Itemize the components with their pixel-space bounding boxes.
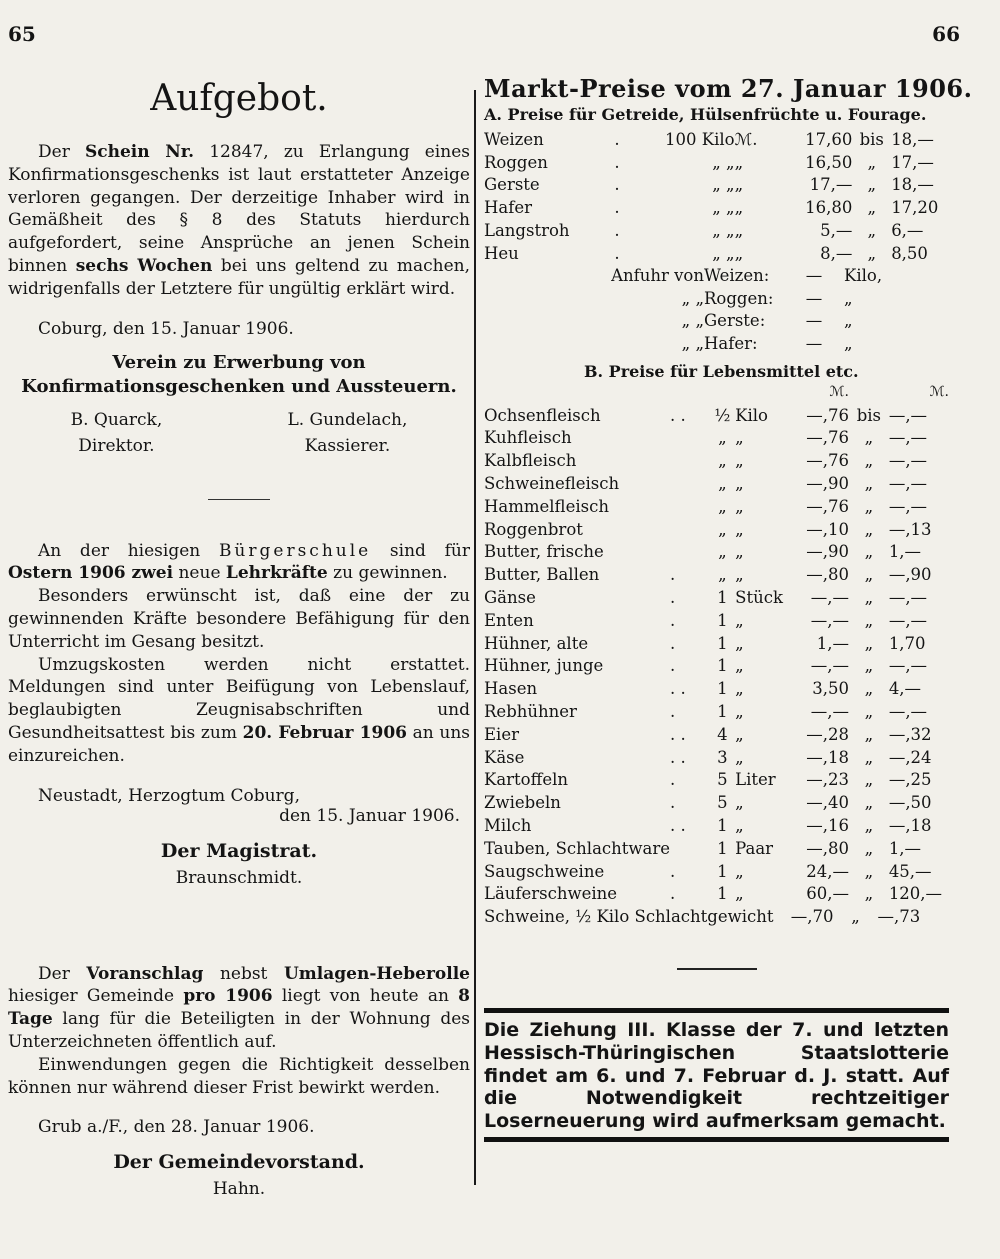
grain-type: Roggen: — [704, 288, 774, 308]
lottery-notice-box — [484, 1008, 949, 1142]
leader-dots: . . — [670, 724, 686, 744]
price-high: —,50 — [888, 793, 932, 813]
unit: Liter — [735, 770, 776, 790]
price-high: —,13 — [888, 519, 932, 539]
currency-mark: ℳ. — [829, 384, 849, 401]
item-name: Kuhfleisch — [484, 428, 572, 448]
price-separator: „ — [864, 747, 874, 767]
price-low: —,18 — [806, 747, 849, 767]
table-row — [484, 495, 949, 518]
price-separator: „ — [864, 610, 874, 630]
price-separator: „ — [864, 884, 874, 904]
item-name: Butter, Ballen — [484, 565, 600, 585]
quantity: 1 — [717, 679, 728, 699]
signature-cashier: L. Gundelach, Kassierer. — [287, 409, 408, 456]
unit: „ — [735, 793, 744, 813]
quantity: 1 — [717, 656, 728, 676]
price-low: —,— — [810, 610, 849, 630]
item-name: Saugschweine — [484, 861, 605, 881]
price-low: —,— — [810, 656, 849, 676]
price-low: 16,50 — [805, 152, 853, 172]
unit: „ — [735, 519, 744, 539]
leader-dots: . — [670, 656, 676, 676]
section-divider — [677, 968, 757, 970]
price-low: —,80 — [806, 565, 849, 585]
quantity: „ „ — [712, 175, 735, 195]
table-row — [484, 427, 949, 450]
leader-dots — [670, 518, 710, 541]
currency-mark: ℳ. — [929, 384, 949, 401]
price-separator: „ — [864, 496, 874, 516]
price-separator: „ — [864, 451, 874, 471]
price-separator: „ — [864, 519, 874, 539]
delivery-amount: — — [805, 334, 823, 354]
voranschlag-date: Grub a./F., den 28. Januar 1906. — [38, 1117, 315, 1138]
delivery-list — [484, 265, 949, 356]
price-low: —,76 — [806, 428, 849, 448]
quantity: „ „ — [712, 152, 735, 172]
price-separator: bis — [856, 405, 882, 425]
page-number-right: 66 — [932, 22, 960, 46]
quantity: 100 Kilo — [665, 129, 735, 149]
price-low: —,28 — [806, 724, 849, 744]
unit: „ — [735, 542, 744, 562]
price-low: —,76 — [806, 405, 849, 425]
voranschlag-organization: Der Gemeindevorstand. — [113, 1151, 365, 1174]
price-high: —,25 — [888, 770, 932, 790]
price-high: —,— — [888, 610, 928, 630]
quantity: „ — [718, 542, 727, 562]
item-name: Käse — [484, 747, 525, 767]
leader-dots: . — [670, 770, 676, 790]
quantity: 1 — [717, 816, 728, 835]
voranschlag-signature: Hahn. — [212, 1179, 266, 1200]
unit: „ — [735, 474, 744, 494]
leader-dots: . — [614, 129, 620, 149]
price-high: 8,50 — [891, 243, 928, 263]
table-row — [484, 242, 949, 265]
table-row — [484, 128, 949, 151]
delivery-unit: „ — [844, 288, 853, 308]
price-low: 17,60 — [805, 129, 853, 149]
aufgebot-title: Aufgebot. — [150, 78, 328, 119]
table-row — [484, 219, 949, 242]
leader-dots: . — [670, 565, 676, 585]
table-row — [484, 632, 949, 655]
table-row — [484, 905, 940, 928]
price-high: 4,— — [888, 679, 922, 699]
item-name: Enten — [484, 610, 534, 630]
price-high: —,73 — [877, 907, 921, 927]
leader-dots: . — [670, 610, 676, 630]
delivery-label: Anfuhr von — [611, 265, 704, 285]
quantity: 1 — [717, 610, 728, 630]
price-high: 17,— — [891, 152, 934, 172]
delivery-row — [484, 288, 949, 311]
item-name: Gänse — [484, 588, 536, 608]
unit: „ — [735, 610, 744, 630]
table-row — [484, 769, 949, 792]
section-divider — [208, 499, 270, 500]
price-low: 1,— — [816, 633, 849, 653]
quantity: „ „ — [712, 198, 735, 218]
unit: „ — [735, 496, 744, 516]
leader-dots: . . — [670, 405, 686, 425]
lehrkraefte-text-3: Umzugskosten werden nicht erstattet. Meldungen sind unter Beifügung von Lebenslauf, beglaubigten Zeugnisabschriften und Gesundheitsattest bis zum 20. Februar 1906 an uns einzureichen. — [8, 654, 471, 766]
price-separator: „ — [867, 152, 877, 172]
lehrkraefte-text-2: Besonders erwünscht ist, daß eine der zu gewinnenden Kräfte besondere Befähigung für den Unterricht im Gesang besitzt. — [8, 586, 470, 652]
price-separator: „ — [851, 907, 860, 927]
delivery-row — [484, 265, 949, 288]
delivery-unit: Kilo, — [844, 265, 883, 285]
right-column — [484, 70, 973, 1142]
item-name: Milch — [484, 816, 532, 835]
leader-dots — [670, 427, 710, 450]
item-name: Kalbfleisch — [484, 451, 577, 471]
price-separator: „ — [864, 656, 874, 676]
table-row — [484, 609, 949, 632]
unit: „ — [735, 724, 744, 744]
quantity: 3 — [717, 747, 728, 767]
price-high: —,32 — [888, 724, 932, 744]
item-name: Ochsenfleisch — [484, 405, 601, 425]
item-name: Hafer — [484, 198, 532, 218]
last-price-row-table — [484, 905, 940, 928]
price-low: —,10 — [806, 519, 849, 539]
price-high: 17,20 — [891, 198, 939, 218]
price-low: 16,80 — [805, 198, 853, 218]
item-name: Eier — [484, 724, 519, 744]
price-low: —,— — [810, 702, 849, 722]
unit: Paar — [735, 838, 774, 858]
price-high: —,18 — [888, 816, 932, 835]
table-row — [484, 746, 949, 769]
delivery-amount: — — [805, 311, 823, 331]
leader-dots: . — [670, 633, 676, 653]
leader-dots: . . — [670, 816, 686, 835]
quantity: ½ — [714, 405, 731, 425]
price-separator: „ — [867, 175, 877, 195]
price-low: —,90 — [806, 542, 849, 562]
currency: „ — [734, 221, 744, 241]
price-high: 120,— — [888, 884, 943, 904]
price-high: —,— — [888, 656, 928, 676]
delivery-unit: „ — [844, 311, 853, 331]
unit: Stück — [735, 588, 783, 608]
price-high: —,90 — [888, 565, 932, 585]
grain-type: Gerste: — [704, 311, 766, 331]
table-row — [484, 404, 949, 427]
food-price-table — [484, 381, 949, 905]
item-name: Zwiebeln — [484, 793, 561, 813]
quantity: „ — [718, 565, 727, 585]
quantity: 1 — [717, 702, 728, 722]
price-separator: „ — [864, 702, 874, 722]
table-row — [484, 449, 949, 472]
table-row — [484, 196, 949, 219]
leader-dots — [670, 837, 710, 860]
table-row — [484, 791, 949, 814]
quantity: „ — [718, 474, 727, 494]
price-high: 1,— — [888, 838, 922, 858]
unit: „ — [735, 861, 744, 881]
item-name: Heu — [484, 243, 519, 263]
aufgebot-signatures — [8, 407, 470, 459]
delivery-unit: „ — [844, 334, 853, 354]
price-separator: bis — [859, 129, 884, 149]
delivery-row — [484, 333, 949, 356]
leader-dots: . — [670, 861, 676, 881]
price-high: 1,70 — [888, 633, 926, 653]
currency: „ — [734, 175, 744, 195]
item-name: Schweine, ½ Kilo Schlachtgewicht — [484, 907, 774, 927]
item-name: Läuferschweine — [484, 884, 618, 904]
currency: „ — [734, 198, 744, 218]
leader-dots: . — [670, 588, 676, 608]
price-separator: „ — [864, 542, 874, 562]
quantity: „ — [718, 519, 727, 539]
table-row — [484, 541, 949, 564]
price-separator: „ — [864, 770, 874, 790]
price-low: —,— — [810, 588, 849, 608]
table-row — [484, 837, 949, 860]
delivery-label: „ „ — [681, 334, 704, 354]
lehrkraefte-organization: Der Magistrat. — [160, 839, 318, 862]
page-number-left: 65 — [8, 22, 36, 46]
lottery-notice: Die Ziehung III. Klasse der 7. und letzten Hessisch-Thüringischen Staatslotterie findet am 6. und 7. Februar d. J. statt. Auf die Notwendigkeit rechtzeitiger Loserneuerung wird aufmerksam gemacht. — [484, 1019, 949, 1133]
quantity: „ — [718, 451, 727, 471]
table-row — [484, 563, 949, 586]
price-high: 18,— — [891, 129, 934, 149]
lehrkraefte-text-1: An der hiesigen Bürgerschule sind für Ostern 1906 zwei neue Lehrkräfte zu gewinnen. — [8, 540, 470, 584]
price-low: —,76 — [806, 496, 849, 516]
quantity: 1 — [717, 588, 728, 608]
unit: „ — [735, 565, 744, 585]
price-high: 45,— — [888, 861, 932, 881]
table-row — [484, 151, 949, 174]
aufgebot-text: Der Schein Nr. 12847, zu Erlangung eines Konfirmationsgeschenks ist laut erstatteter Anzeige verloren gegangen. Der derzeitige Inhaber wird in Gemäßheit des § 8 des Statuts hierdurch aufgefordert, seine Ansprüche an jenen Schein binnen sechs Wochen bei uns geltend zu machen, widrigenfalls der Letztere für ungültig erklärt wird. — [8, 142, 470, 299]
table-row — [484, 860, 949, 883]
column-divider — [474, 90, 476, 1185]
delivery-label: „ „ — [681, 288, 704, 308]
price-separator: „ — [864, 816, 874, 835]
price-low: —,70 — [790, 907, 834, 927]
delivery-row — [484, 310, 949, 333]
voranschlag-text-1: Der Voranschlag nebst Umlagen-Heberolle hiesiger Gemeinde pro 1906 liegt von heute an 8 Tage lang für die Beteiligten in der Wohnung des Unterzeichneten öffentlich auf. — [8, 963, 471, 1052]
price-high: —,— — [888, 588, 928, 608]
price-low: 3,50 — [812, 679, 849, 699]
item-name: Kartoffeln — [484, 770, 569, 790]
table-row — [484, 723, 949, 746]
price-separator: „ — [867, 243, 877, 263]
currency: „ — [734, 152, 744, 172]
currency: „ — [734, 243, 744, 263]
unit: „ — [735, 428, 744, 448]
leader-dots — [670, 495, 710, 518]
quantity: 1 — [717, 861, 728, 881]
unit: „ — [735, 451, 744, 471]
item-name: Butter, frische — [484, 542, 604, 562]
price-separator: „ — [864, 428, 874, 448]
quantity: „ „ — [712, 243, 735, 263]
price-high: —,— — [888, 428, 928, 448]
price-low: 8,— — [820, 243, 853, 263]
leader-dots: . . — [670, 747, 686, 767]
price-separator: „ — [864, 679, 874, 699]
section-divider — [208, 932, 270, 933]
price-separator: „ — [864, 838, 874, 858]
table-row — [484, 472, 949, 495]
delivery-label: „ „ — [681, 311, 704, 331]
quantity: 5 — [717, 770, 728, 790]
quantity: 5 — [717, 793, 728, 813]
unit: „ — [735, 656, 744, 676]
section-b-heading: B. Preise für Lebensmittel etc. — [584, 361, 859, 381]
leader-dots: . — [614, 175, 620, 195]
table-row — [484, 655, 949, 678]
leader-dots — [670, 472, 710, 495]
quantity: „ „ — [712, 221, 735, 241]
table-row — [484, 518, 949, 541]
price-separator: „ — [864, 633, 874, 653]
item-name: Hammelfleisch — [484, 496, 609, 516]
delivery-amount: — — [805, 265, 823, 285]
quantity: 1 — [717, 884, 728, 904]
grain-type: Hafer: — [704, 334, 758, 354]
price-separator: „ — [864, 724, 874, 744]
table-row — [484, 883, 949, 906]
market-prices-title: Markt-Preise vom 27. Januar 1906. — [484, 74, 973, 103]
price-separator: „ — [864, 588, 874, 608]
item-name: Gerste — [484, 175, 540, 195]
price-low: —,80 — [806, 838, 849, 858]
quantity: „ — [718, 428, 727, 448]
item-name: Roggen — [484, 152, 548, 172]
leader-dots: . — [614, 198, 620, 218]
price-separator: „ — [864, 474, 874, 494]
table-row — [484, 700, 949, 723]
leader-dots: . — [670, 702, 676, 722]
currency: ℳ. — [734, 129, 758, 149]
aufgebot-organization: Verein zu Erwerbung von Konfirmationsgeschenken und Aussteuern. — [21, 351, 457, 397]
item-name: Rebhühner — [484, 702, 577, 722]
leader-dots: . — [614, 152, 620, 172]
currency-header-row — [484, 381, 949, 404]
voranschlag-text-2: Einwendungen gegen die Richtigkeit desselben können nur während dieser Frist bewirkt werden. — [8, 1054, 470, 1098]
table-row — [484, 174, 949, 197]
price-high: —,24 — [888, 747, 932, 767]
price-high: —,— — [888, 451, 928, 471]
price-high: 1,— — [888, 542, 922, 562]
quantity: 4 — [717, 724, 728, 744]
leader-dots: . — [614, 243, 620, 263]
price-low: —,76 — [806, 451, 849, 471]
leader-dots: . — [670, 793, 676, 813]
price-high: —,— — [888, 405, 928, 425]
price-separator: „ — [864, 793, 874, 813]
leader-dots: . — [614, 221, 620, 241]
grain-price-table — [484, 128, 949, 265]
table-row — [484, 586, 949, 609]
unit: „ — [735, 747, 744, 767]
aufgebot-date: Coburg, den 15. Januar 1906. — [38, 318, 294, 339]
item-name: Langstroh — [484, 221, 570, 241]
price-high: 6,— — [891, 221, 924, 241]
leader-dots — [670, 541, 710, 564]
item-name: Weizen — [484, 129, 544, 149]
quantity: „ — [718, 496, 727, 516]
lehrkraefte-date: den 15. Januar 1906. — [279, 805, 460, 826]
left-column — [8, 70, 470, 1199]
lehrkraefte-signature: Braunschmidt. — [175, 867, 303, 888]
item-name: Tauben, Schlachtware — [484, 838, 671, 858]
price-low: —,16 — [806, 816, 849, 835]
delivery-amount: — — [805, 288, 823, 308]
price-low: 24,— — [806, 861, 849, 881]
price-high: —,— — [888, 496, 928, 516]
unit: „ — [735, 816, 744, 835]
leader-dots: . — [670, 884, 676, 904]
price-separator: „ — [867, 198, 877, 218]
table-row — [484, 814, 949, 837]
grain-type: Weizen: — [704, 265, 770, 285]
item-name: Hühner, alte — [484, 633, 589, 653]
quantity: 1 — [717, 838, 728, 858]
price-high: 18,— — [891, 175, 934, 195]
item-name: Hasen — [484, 679, 538, 699]
leader-dots: . . — [670, 679, 686, 699]
price-separator: „ — [864, 861, 874, 881]
unit: Kilo — [735, 405, 768, 425]
price-low: 60,— — [806, 884, 849, 904]
unit: „ — [735, 679, 744, 699]
price-low: 17,— — [809, 175, 853, 195]
item-name: Schweinefleisch — [484, 474, 620, 494]
price-low: —,90 — [806, 474, 849, 494]
unit: „ — [735, 633, 744, 653]
unit: „ — [735, 884, 744, 904]
table-row — [484, 677, 949, 700]
price-low: 5,— — [820, 221, 853, 241]
price-low: —,23 — [806, 770, 849, 790]
price-separator: „ — [867, 221, 877, 241]
lehrkraefte-place: Neustadt, Herzogtum Coburg, — [38, 785, 300, 806]
item-name: Roggenbrot — [484, 519, 583, 539]
price-high: —,— — [888, 702, 928, 722]
quantity: 1 — [717, 633, 728, 653]
unit: „ — [735, 702, 744, 722]
leader-dots — [670, 449, 710, 472]
item-name: Hühner, junge — [484, 656, 604, 676]
price-low: —,40 — [806, 793, 849, 813]
price-separator: „ — [864, 565, 874, 585]
section-a-heading: A. Preise für Getreide, Hülsenfrüchte u. Fourage. — [484, 105, 927, 124]
price-high: —,— — [888, 474, 928, 494]
signature-director: B. Quarck, Direktor. — [70, 409, 163, 456]
